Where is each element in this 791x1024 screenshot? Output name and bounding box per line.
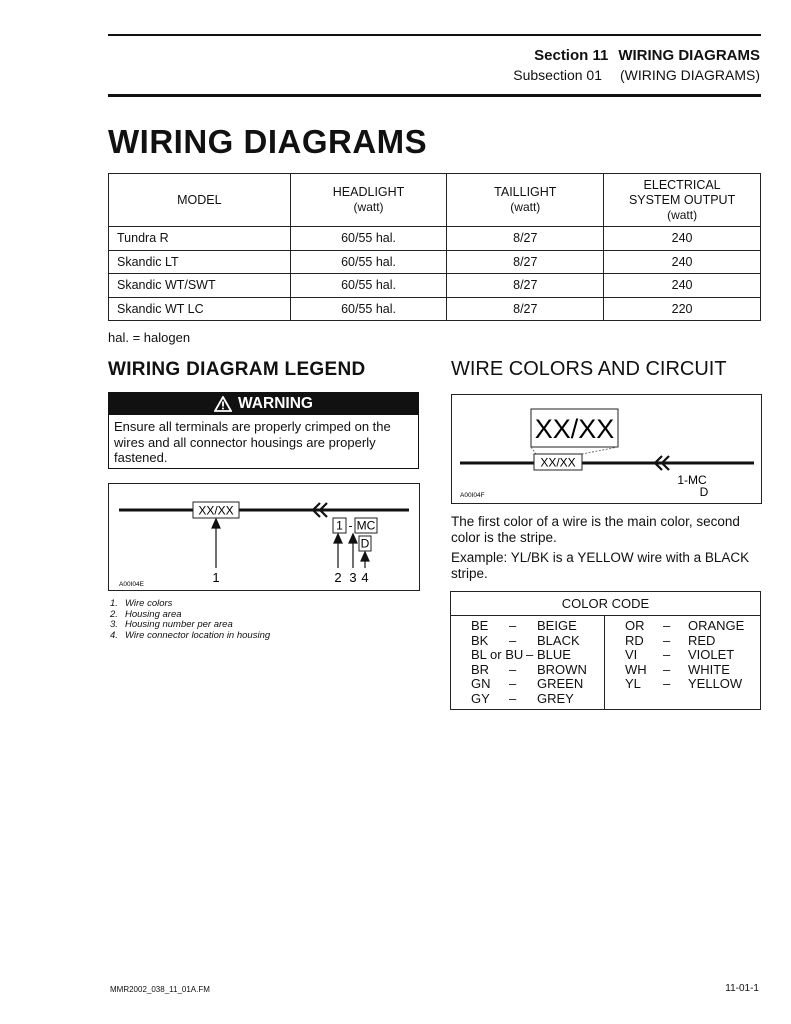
cell-headlight: 60/55 hal.: [290, 227, 447, 251]
page-title: WIRING DIAGRAMS: [108, 123, 428, 160]
legend-title: WIRING DIAGRAM LEGEND: [108, 359, 366, 380]
list-item: RD – RED: [625, 632, 716, 648]
warning-box: [108, 392, 419, 469]
cell-taillight: 8/27: [447, 227, 604, 251]
wire-color-example: Example: YL/BK is a YELLOW wire with a BLACK stripe.: [451, 550, 750, 581]
list-item: VI – VIOLET: [625, 647, 735, 662]
list-item: 3. Housing number per area: [110, 619, 233, 630]
color-code-divider: [604, 616, 605, 710]
list-item: BE – BEIGE: [471, 618, 577, 633]
table-header-row: [109, 174, 761, 227]
footer-filename: MMR2002_038_11_01A.FM: [110, 985, 210, 994]
list-item: BL or BU – BLUE: [471, 647, 571, 662]
header-electrical-output: ELECTRICAL SYSTEM OUTPUT (watt): [604, 174, 761, 227]
cell-headlight: 60/55 hal.: [290, 297, 447, 321]
cell-headlight: 60/55 hal.: [290, 274, 447, 298]
housing-area: MC: [356, 518, 376, 533]
legend-diagram: [108, 483, 420, 591]
cell-taillight: 8/27: [447, 274, 604, 298]
wire-colors-diagram: [451, 394, 762, 504]
wire-color-explanation: The first color of a wire is the main color, second color is the stripe.: [451, 514, 740, 545]
cell-model: Skandic WT LC: [109, 297, 291, 321]
callout-2: 2: [334, 570, 342, 585]
subsection-heading: [513, 67, 760, 83]
zoom-label: XX/XX: [534, 414, 615, 444]
list-item: OR – ORANGE: [625, 618, 745, 633]
list-item: 2. Housing area: [110, 608, 182, 620]
connector-location: D: [360, 536, 370, 551]
wire-colors-drawing: [452, 395, 761, 503]
warning-title: WARNING: [238, 395, 313, 412]
color-code-right-column: [625, 619, 755, 692]
list-item: BR – BROWN: [471, 661, 587, 677]
cell-taillight: 8/27: [447, 250, 604, 274]
cell-model: Skandic WT/SWT: [109, 274, 291, 298]
housing-number: 1: [336, 518, 343, 533]
list-item: BK – BLACK: [471, 632, 580, 648]
cell-headlight: 60/55 hal.: [290, 250, 447, 274]
header-headlight: HEADLIGHT (watt): [290, 174, 447, 227]
subsection-title: (WIRING DIAGRAMS): [620, 67, 760, 83]
callout-1: 1: [212, 570, 220, 585]
list-item: GN – GREEN: [471, 676, 584, 691]
section-title: WIRING DIAGRAMS: [618, 47, 760, 64]
warning-text: Ensure all terminals are properly crimped on the wires and all connector housings are properly fastened.: [114, 419, 391, 465]
connector-dash: -: [348, 518, 353, 533]
callout-4: 4: [361, 570, 369, 585]
top-rule: [108, 34, 761, 36]
list-item: WH – WHITE: [625, 661, 730, 677]
wire-label: XX/XX: [198, 503, 234, 518]
warning-triangle-icon: [214, 396, 232, 412]
page-number: 11-01-1: [725, 983, 759, 994]
figure-code: A00I04E: [119, 581, 144, 588]
cell-output: 240: [604, 227, 761, 251]
legend-list: [110, 599, 270, 641]
section-number: Section 11: [534, 47, 609, 64]
cell-output: 240: [604, 250, 761, 274]
list-item: YL – YELLOW: [625, 676, 743, 691]
list-item: 4. Wire connector location in housing: [110, 629, 271, 641]
header-rule: [108, 94, 761, 97]
legend-diagram-drawing: [109, 484, 419, 590]
cell-model: Tundra R: [109, 227, 291, 251]
subsection-number: Subsection 01: [513, 67, 602, 83]
wire-label: XX/XX: [540, 455, 576, 470]
halogen-note: hal. = halogen: [108, 330, 191, 345]
callout-3: 3: [349, 570, 357, 585]
list-item: GY – GREY: [471, 690, 574, 706]
header-taillight: TAILLIGHT (watt): [447, 174, 604, 227]
warning-header: [109, 393, 418, 415]
cell-model: Skandic LT: [109, 250, 291, 274]
color-code-table: [450, 591, 761, 710]
table-row: [109, 274, 761, 298]
color-code-left-column: [471, 619, 601, 706]
header-model: MODEL: [109, 174, 291, 227]
color-code-title: COLOR CODE: [451, 592, 760, 616]
figure-code: A00I04F: [460, 492, 485, 499]
table-row: [109, 227, 761, 251]
model-table: [108, 173, 761, 321]
cell-output: 240: [604, 274, 761, 298]
wire-colors-title: WIRE COLORS AND CIRCUIT: [451, 358, 727, 380]
cell-taillight: 8/27: [447, 297, 604, 321]
list-item: 1. Wire colors: [110, 598, 173, 609]
section-heading: [534, 47, 760, 64]
cell-output: 220: [604, 297, 761, 321]
table-row: [109, 250, 761, 274]
connector-id: 1-MC: [677, 473, 707, 487]
connector-location: D: [699, 485, 709, 499]
table-row: [109, 297, 761, 321]
